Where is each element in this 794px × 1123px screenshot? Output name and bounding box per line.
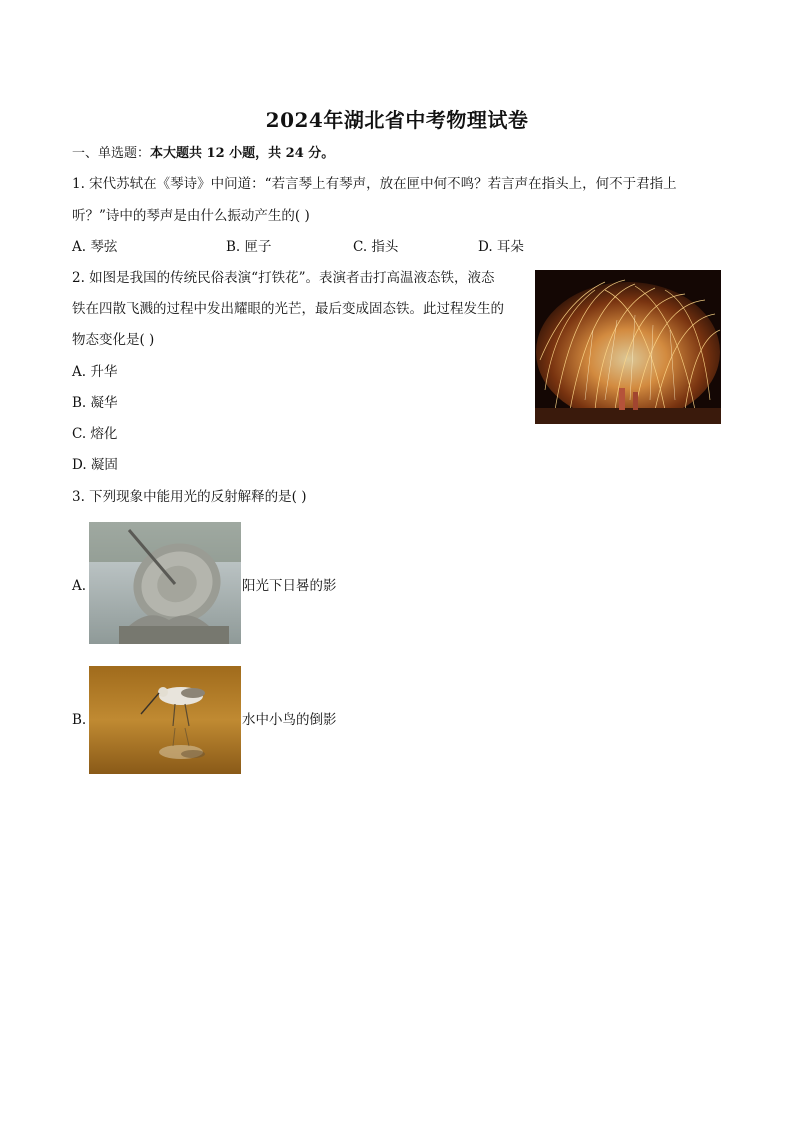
question-3-option-b-label[interactable]: B. — [72, 712, 87, 728]
section-heading — [72, 144, 334, 164]
question-1-options — [72, 237, 532, 257]
question-1-option-c[interactable]: C. 指头 — [353, 239, 399, 255]
question-1-line-1: 1. 宋代苏轼在《琴诗》中问道：“若言琴上有琴声，放在匣中何不鸣？若言声在指头上，何不于君指上 — [72, 176, 677, 192]
sundial-photo — [89, 522, 241, 644]
question-2-line-1: 2. 如图是我国的传统民俗表演“打铁花”。表演者击打高温液态铁，液态 — [72, 270, 495, 286]
bird-reflection-photo — [89, 666, 241, 774]
iron-flower-fireworks-photo — [535, 270, 721, 424]
question-3-option-a-text[interactable]: 阳光下日晷的影 — [242, 578, 337, 594]
question-1-option-d[interactable]: D. 耳朵 — [478, 239, 524, 255]
question-1-line-2: 听？”诗中的琴声是由什么振动产生的( ) — [72, 208, 310, 224]
question-3-line-1: 3. 下列现象中能用光的反射解释的是( ) — [72, 489, 307, 505]
question-3-option-a-label[interactable]: A. — [72, 578, 87, 594]
question-2-line-3: 物态变化是( ) — [72, 332, 155, 348]
question-1-option-b[interactable]: B. 匣子 — [226, 239, 272, 255]
document-title: 2024年湖北省中考物理试卷 — [265, 108, 529, 132]
question-3-option-b-text[interactable]: 水中小鸟的倒影 — [242, 712, 337, 728]
section-prefix: 一、单选题： — [72, 146, 151, 161]
question-2-option-c[interactable]: C. 熔化 — [72, 426, 118, 442]
section-detail: 本大题共 12 小题，共 24 分。 — [150, 146, 335, 161]
question-1-option-a[interactable]: A. 琴弦 — [72, 239, 118, 255]
question-2-option-b[interactable]: B. 凝华 — [72, 395, 118, 411]
question-2-line-2: 铁在四散飞溅的过程中发出耀眼的光芒，最后变成固态铁。此过程发生的 — [72, 301, 504, 317]
question-2-option-d[interactable]: D. 凝固 — [72, 457, 118, 473]
question-2-option-a[interactable]: A. 升华 — [72, 364, 118, 380]
